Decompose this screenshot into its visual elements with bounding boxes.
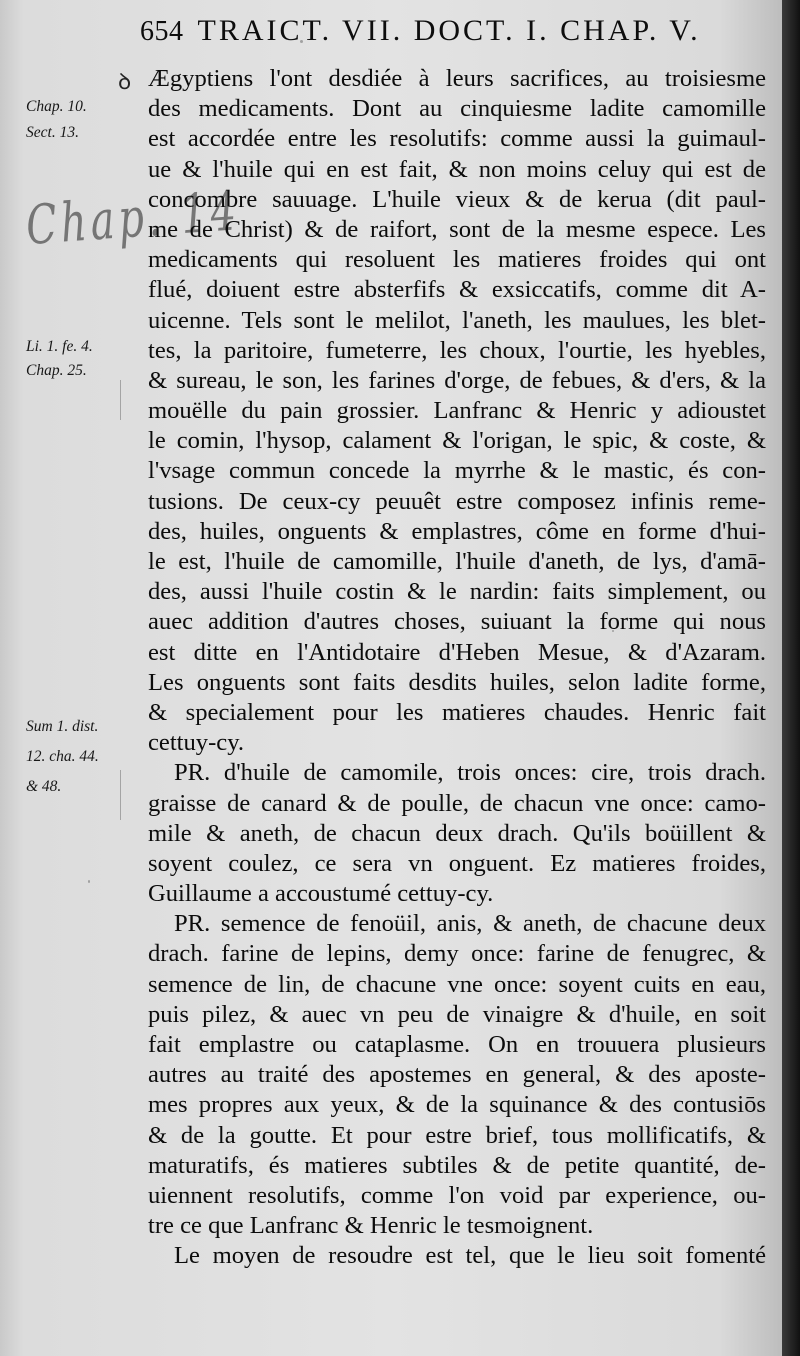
text-line: des, huiles, onguents & emplastres, côme en forme d'hui-	[148, 517, 766, 545]
text-line: fait emplastre ou cataplasme. On en trouuera plusieurs	[148, 1031, 766, 1058]
marginal-note: Chap. 25.	[26, 362, 87, 379]
text-line: & de la goutte. Et pour estre brief, tous mollificatifs, &	[148, 1121, 766, 1149]
text-line: est accordée entre les resolutifs: comme aussi la guimaul-	[148, 125, 766, 153]
marginal-note: & 48.	[26, 778, 62, 795]
text-line: des, aussi l'huile costin & le nardin: faits simplement, ou	[148, 578, 766, 606]
margin-rule	[120, 380, 121, 420]
text-line: autres au traité des apostemes en general, & des aposte-	[148, 1061, 766, 1089]
text-line: graisse de canard & de poulle, de chacun vne once: camo-	[148, 789, 766, 817]
text-line: uiennent resolutifs, comme l'on void par experience, ou-	[148, 1181, 766, 1209]
paper-speck	[300, 40, 303, 43]
text-line: & specialement pour les matieres chaudes. Henric fait	[148, 698, 766, 726]
text-line: PR. semence de fenoüil, anis, & aneth, de chacune deux	[174, 910, 766, 938]
text-line: mile & aneth, de chacun deux drach. Qu'ils boüillent &	[148, 819, 766, 847]
text-line: soyent coulez, ce sera vn onguent. Ez matieres froides,	[148, 849, 766, 877]
handwritten-note: Chap. 14	[24, 180, 243, 258]
text-line: tes, la paritoire, fumeterre, les choux, l'ourtie, les hyebles,	[148, 336, 766, 364]
text-line: Les onguents sont faits desdits huiles, selon ladite forme,	[148, 668, 766, 696]
text-line: maturatifs, és matieres subtiles & de petite quantité, de-	[148, 1151, 766, 1179]
text-line: mouëlle du pain grossier. Lanfranc & Henric y adioustet	[148, 397, 766, 425]
text-line: Ægyptiens l'ont desdiée à leurs sacrifices, au troisiesme	[148, 65, 766, 92]
body-text	[148, 64, 766, 1272]
margin-rule	[120, 770, 121, 820]
running-head	[140, 14, 770, 54]
text-line: des medicaments. Dont au cinquiesme ladite camomille	[148, 95, 766, 123]
text-line: est ditte en l'Antidotaire d'Heben Mesue, & d'Azaram.	[148, 638, 766, 666]
marginal-note: Chap. 10.	[26, 98, 87, 115]
section-mark: ꝺ	[118, 70, 132, 95]
text-line: puis pilez, & auec vn peu de vinaigre & d'huile, en soit	[148, 1000, 766, 1028]
text-line: uicenne. Tels sont le melilot, l'aneth, les maulues, les blet-	[148, 306, 766, 334]
marginal-note: Sect. 13.	[26, 124, 79, 141]
text-line: concombre sauuage. L'huile vieux & de kerua (dit paul-	[148, 185, 766, 213]
text-line: Guillaume a accoustumé cettuy-cy.	[148, 880, 494, 908]
page-number: 654	[140, 16, 184, 47]
paper-speck	[612, 630, 614, 632]
text-line: mes propres aux yeux, & de la squinance & des contusiōs	[148, 1091, 766, 1119]
text-line: le est, l'huile de camomille, l'huile d'aneth, de lys, d'amā-	[148, 548, 766, 575]
text-line: medicaments qui resoluent les matieres froides qui ont	[148, 246, 766, 274]
text-line: & sureau, le son, les farines d'orge, de febues, & d'ers, & la	[148, 366, 766, 394]
text-line: le comin, l'hysop, calament & l'origan, le spic, & coste, &	[148, 427, 766, 455]
text-line: drach. farine de lepins, demy once: farine de fenugrec, &	[148, 940, 766, 968]
text-line: tusions. De ceux-cy peuuêt estre composez infinis reme-	[148, 487, 766, 515]
chapter-heading: TRAICT. VII. DOCT. I. CHAP. V.	[197, 14, 701, 47]
paper-speck	[88, 880, 90, 883]
text-line: l'vsage commun concede la myrrhe & le mastic, és con-	[148, 457, 766, 485]
text-line: cettuy-cy.	[148, 729, 245, 757]
text-line: auec addition d'autres choses, suiuant la forme qui nous	[148, 608, 766, 636]
marginal-note: 12. cha. 44.	[26, 748, 99, 765]
text-line: ue & l'huile qui en est fait, & non moins celuy qui est de	[148, 155, 766, 183]
text-line: semence de lin, de chacune vne once: soyent cuits en eau,	[148, 970, 766, 998]
text-line: PR. d'huile de camomile, trois onces: cire, trois drach.	[174, 759, 766, 787]
marginal-note: Li. 1. fe. 4.	[26, 338, 93, 355]
text-line: me de Christ) & de raifort, sont de la mesme espece. Les	[148, 215, 766, 243]
text-line: tre ce que Lanfranc & Henric le tesmoignent.	[148, 1212, 594, 1240]
page-edge-shadow	[782, 0, 800, 1356]
text-line: Le moyen de resoudre est tel, que le lieu soit fomenté	[174, 1242, 766, 1270]
text-line: flué, doiuent estre absterfifs & exsiccatifs, comme dit A-	[148, 276, 766, 304]
marginal-note: Sum 1. dist.	[26, 718, 99, 735]
